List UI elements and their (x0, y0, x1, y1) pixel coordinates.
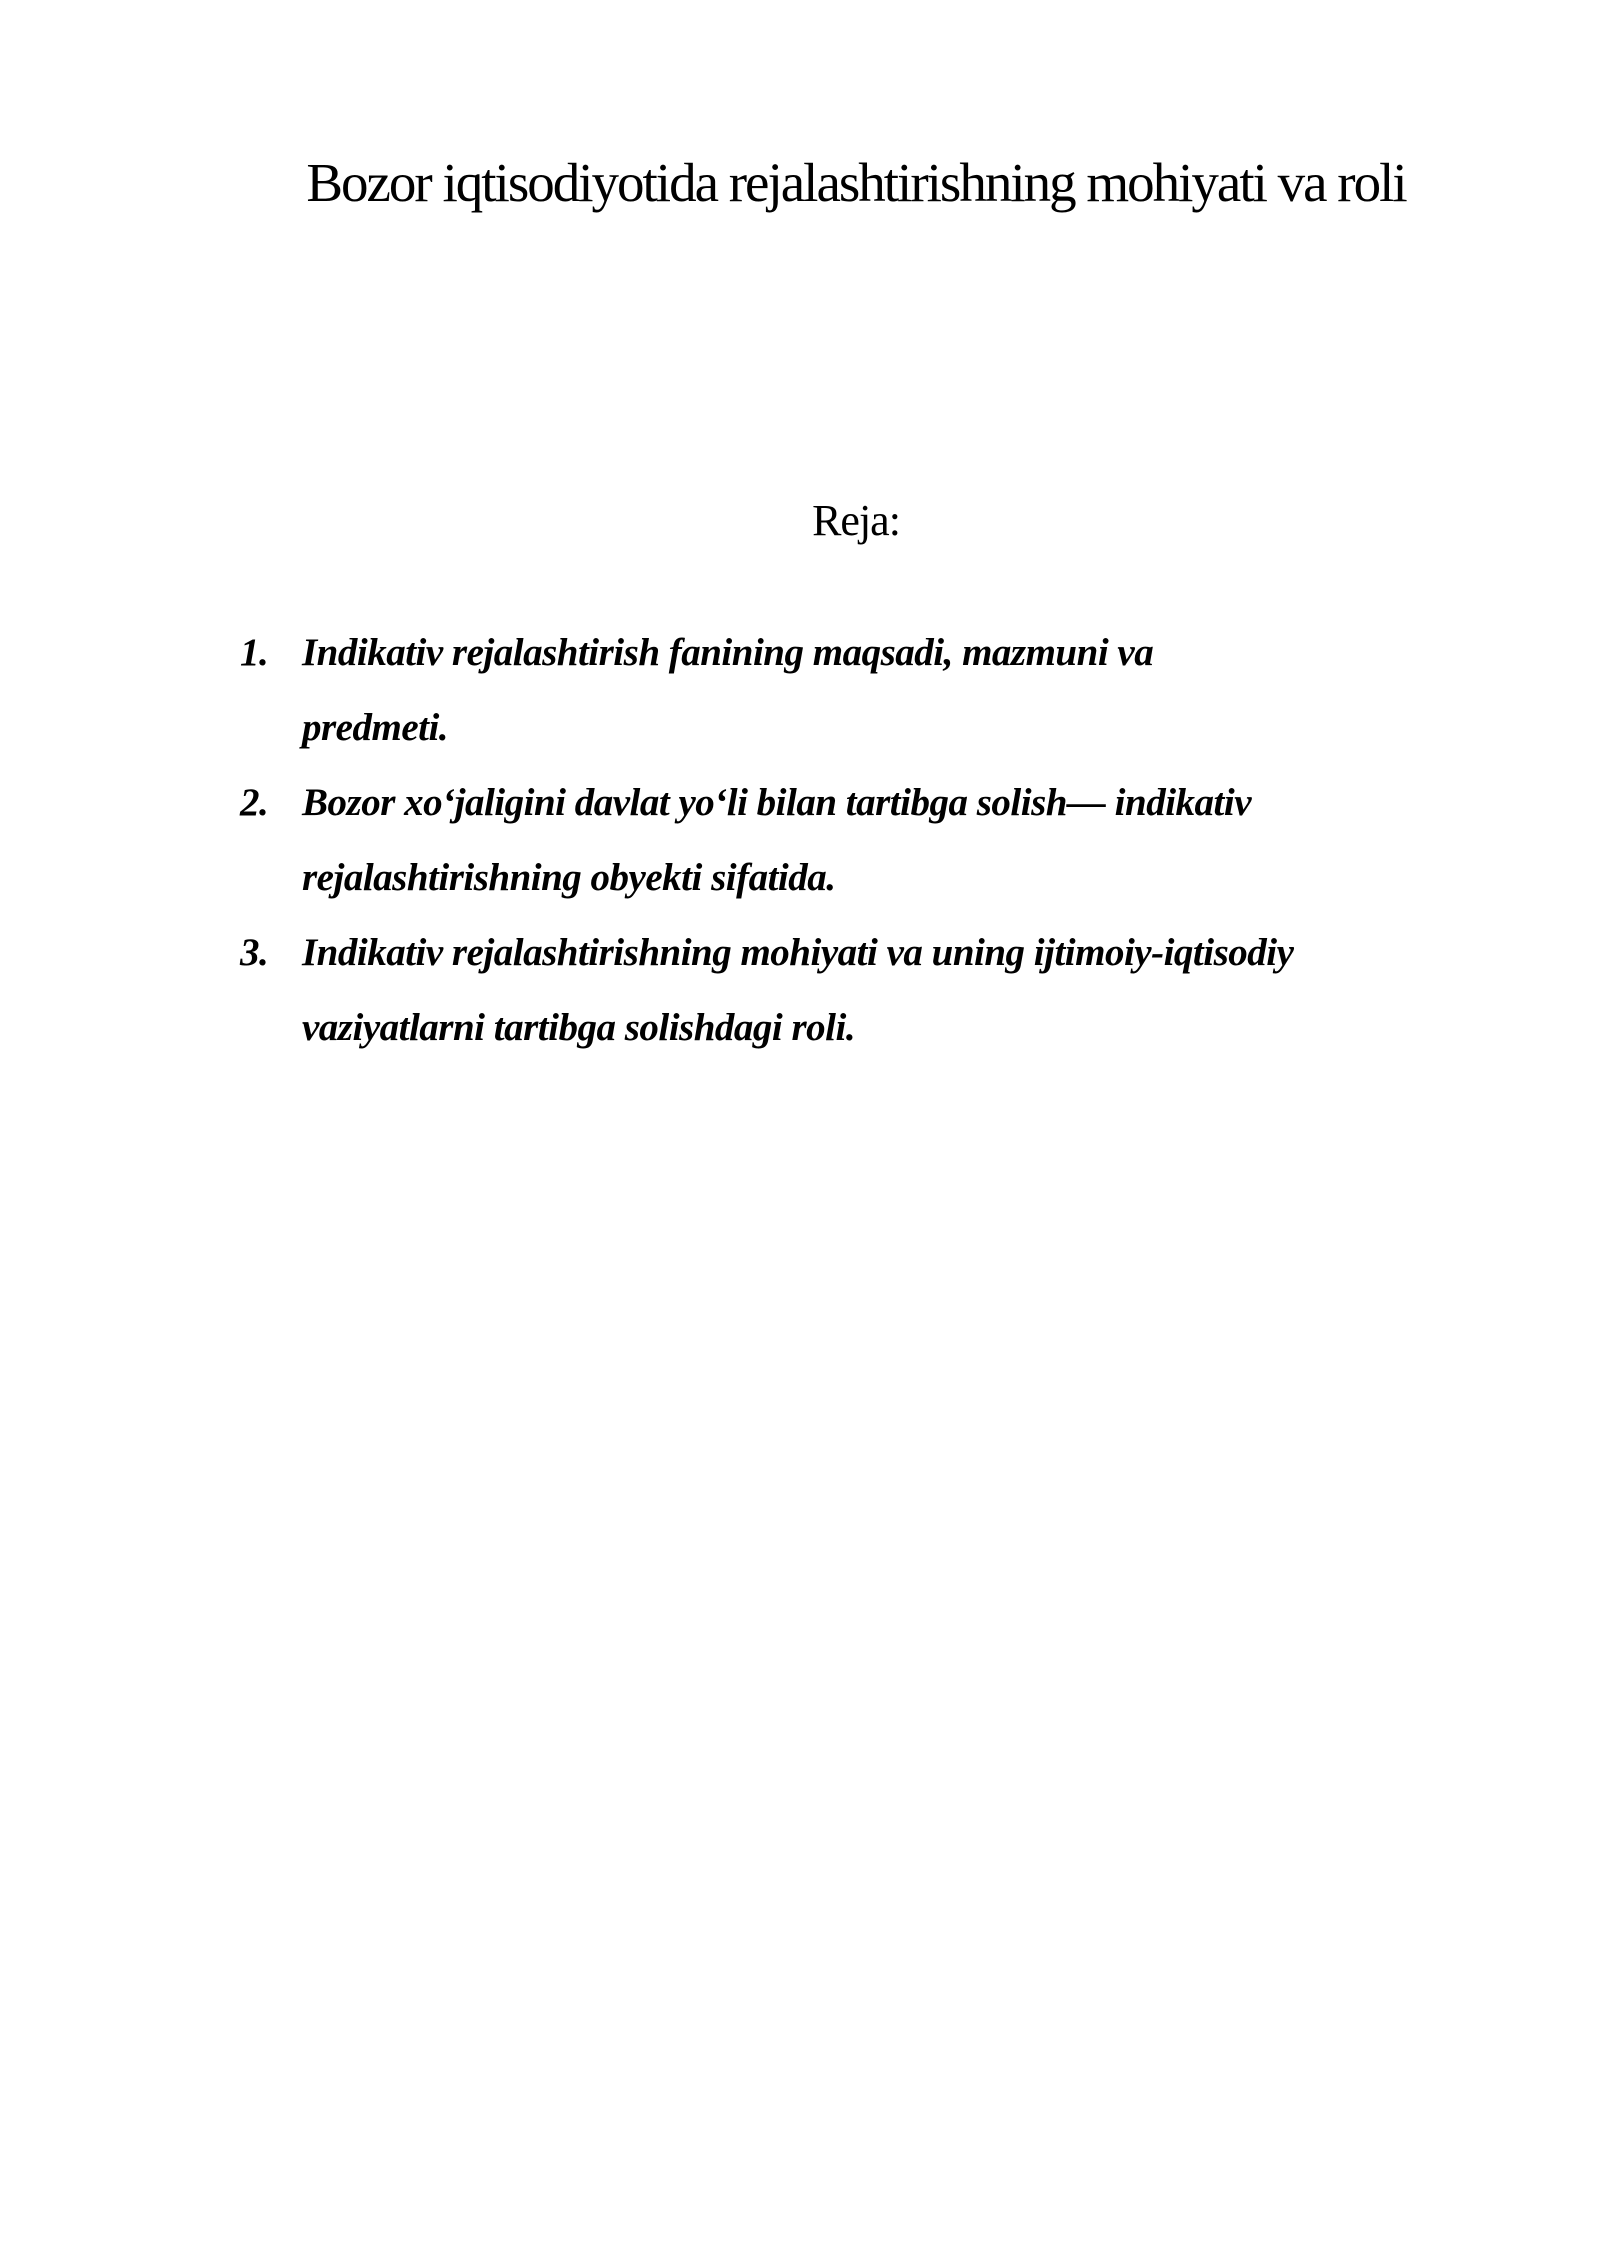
page-title: Bozor iqtisodiyotida rejalashtirishning mohiyati va roli (306, 152, 1406, 213)
plan-item-number: 2. (240, 781, 269, 824)
plan-item-text-line: predmeti. (302, 706, 449, 749)
plan-item-number: 3. (240, 931, 269, 974)
plan-item-text-line: Indikativ rejalashtirish fanining maqsadi, mazmuni va (302, 631, 1154, 674)
plan-item-text-line: Indikativ rejalashtirishning mohiyati va uning ijtimoiy-iqtisodiy (302, 931, 1294, 974)
plan-item-3 (240, 915, 1490, 1065)
plan-item-2 (240, 765, 1490, 915)
plan-item-text-line: Bozor xo‘jaligini davlat yo‘li bilan tartibga solish— indikativ (302, 781, 1252, 824)
plan-item-text-line: vaziyatlarni tartibga solishdagi roli. (302, 1006, 856, 1049)
plan-item-1 (240, 615, 1490, 765)
plan-item-text-line: rejalashtirishning obyekti sifatida. (302, 856, 836, 899)
plan-heading: Reja: (812, 496, 900, 545)
plan-item-number: 1. (240, 631, 269, 674)
plan-list (240, 615, 1490, 1065)
